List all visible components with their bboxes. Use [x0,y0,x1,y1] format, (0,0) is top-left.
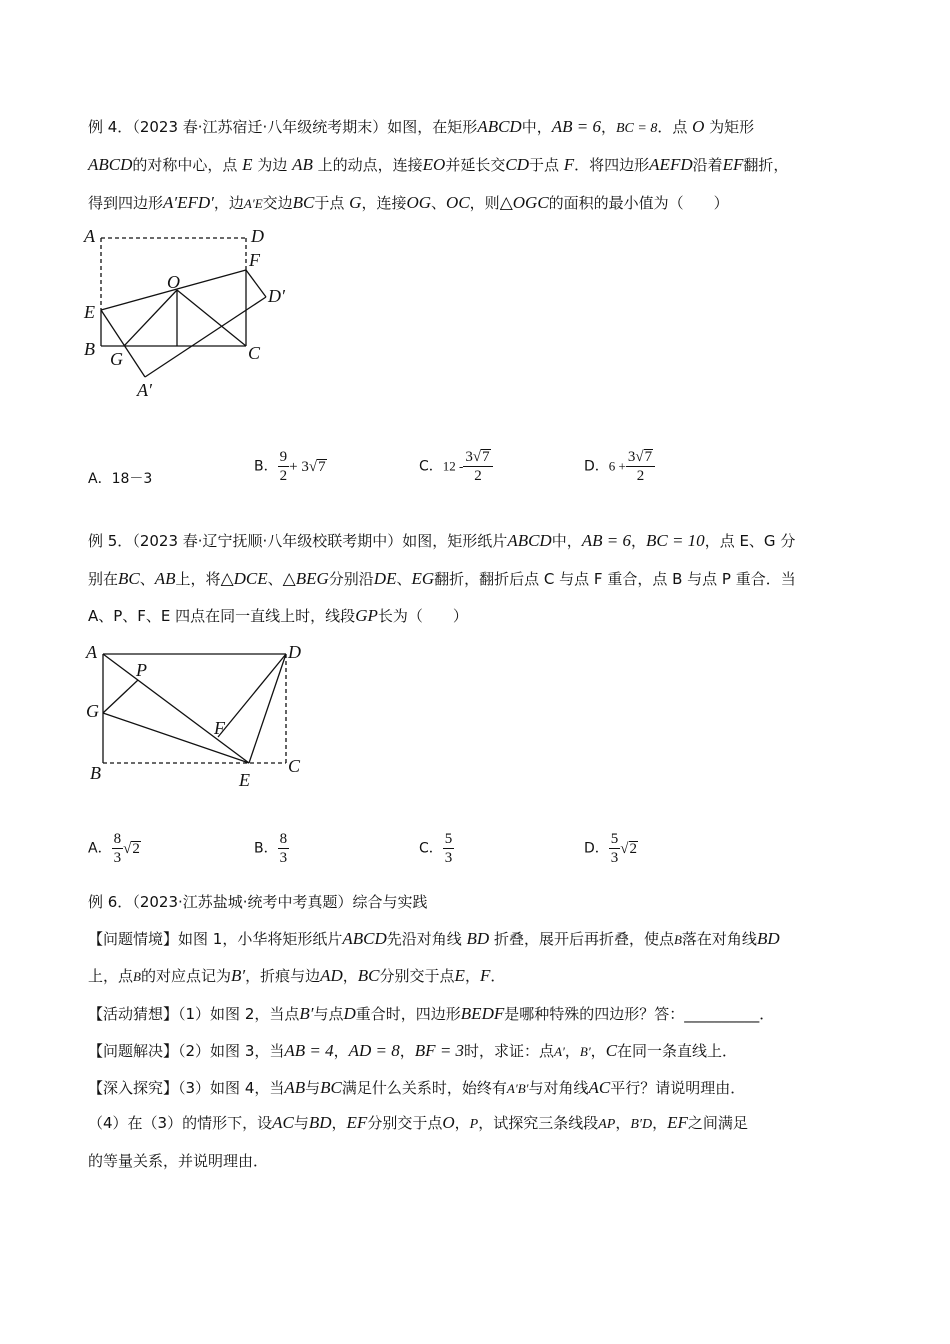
ex4-math: ABCD [88,155,133,174]
ex4-text: 于点 [314,194,350,212]
ex6-text: 与 [305,1079,321,1097]
ex4-text: 为边 [252,156,293,174]
fig-label-d: D [288,642,301,662]
section-tag: 【深入探究】 [88,1079,179,1097]
option-prefix: 12 - [442,458,464,474]
ex4-text: 、 [431,194,447,212]
numerator: 3 [465,449,473,465]
ex5-text: 、 [396,570,412,588]
ex6-text: 先沿对角线 [386,930,467,948]
fig-label-e: E [84,302,95,322]
ex6-math: ABCD [342,929,387,948]
ex6-text: 折叠，展开后再折叠，使点 [489,930,674,948]
ex4-text: 交边 [262,194,293,212]
ex6-text: 满足什么关系时，始终有 [341,1079,507,1097]
ex4-math: E [242,155,253,174]
ex4-text: 的对称中心，点 [132,156,243,174]
fraction: $\frac{3√7}{2}$ [626,448,655,485]
ex5-figure [80,638,310,790]
ex6-math: A′B′ [506,1081,529,1096]
fig-seg-gp [103,680,138,713]
option-label: C． [419,458,443,475]
fraction [443,830,455,867]
ex5-line-3 [88,605,468,627]
fig-label-o: O [167,272,180,292]
ex4-option-b[interactable]: B． $\frac{9}{2}$ + 3√7 [254,449,326,484]
ex5-math: AB [154,569,176,588]
ex6-text: ， [464,967,480,985]
ex4-text: ，则 [469,194,500,212]
ex5-option-b[interactable] [254,830,289,867]
ex6-para-2 [88,1003,774,1025]
ex4-source: （2023 春·江苏宿迁·八年级统考期末） [132,118,388,136]
ex5-source: （2023 春·辽宁抚顺·八年级校联考期中） [132,532,403,550]
ex4-math: OC [446,193,470,212]
ex6-text: ， [564,1042,580,1060]
ex6-text: 如图 1，小华将矩形纸片 [178,930,343,948]
fig-label-g: G [86,701,99,721]
ex5-math: AB = 6 [581,531,631,550]
denominator: 3 [444,850,453,866]
ex5-math: BC [118,569,140,588]
ex4-text: 中， [521,118,552,136]
section-tag: 【问题解决】 [88,1042,179,1060]
denominator: 2 [279,468,288,484]
ex4-text: 的面积的最小值为（ ） [548,194,729,212]
ex4-math: G [349,193,362,212]
fig-edge-fdp [246,270,266,297]
ex6-math: AC [588,1078,611,1097]
ex4-text: ．将四边形 [574,156,650,174]
ex6-text: 落在对角线 [681,930,757,948]
ex6-math: B [133,969,141,984]
ex6-math: B′D [630,1117,653,1132]
ex5-math: EG [411,569,435,588]
fig-fold-ge [103,713,249,763]
ex5-text: 中， [551,532,582,550]
ex6-text: ，折痕与边 [245,967,321,985]
ex6-math: AC [272,1113,294,1132]
option-prefix: 6 + [608,458,626,474]
ex5-math: DE [373,569,397,588]
ex6-text: 的等量关系，并说明理由． [88,1152,269,1170]
ex6-text: （4）在（3）的情形下，设 [88,1114,273,1132]
ex4-line-1 [88,116,754,140]
radicand: 2 [629,840,638,857]
ex4-text: ， [600,118,616,136]
option-label: D． [584,840,609,857]
ex5-text: 如图，矩形纸片 [402,532,508,550]
denominator: 3 [610,850,619,866]
ex4-math: AB = 6 [551,117,601,136]
fig-label-f: F [249,250,260,270]
ex6-math: AP [598,1117,616,1132]
fraction: $\frac{3√7}{2}$ [463,448,492,485]
denominator: 3 [279,850,288,866]
ex6-math: B′ [579,1044,591,1059]
ex4-label: 例 4． [88,118,133,136]
ex6-text: ， [333,1042,349,1060]
ex6-para-3 [88,1040,737,1063]
ex6-text: 分别交于点 [379,967,455,985]
ex6-text: ， [615,1114,631,1132]
ex5-text: 别在 [88,570,119,588]
fig-seg-oc [177,290,246,346]
fig-seg-df [218,654,286,737]
ex6-text: ， [342,967,358,985]
radicand: 7 [318,458,326,475]
ex6-math: P [469,1117,479,1132]
ex6-label: 例 6． [88,893,133,911]
ex4-math: CD [505,155,529,174]
ex6-math: D [343,1004,356,1023]
ex6-math: BEDF [460,1004,505,1023]
ex5-math: ABCD [507,531,552,550]
ex6-text: 与点 [313,1005,344,1023]
fig-label-c: C [288,756,301,776]
ex6-text: ， [399,1042,415,1060]
ex6-text: ， [590,1042,606,1060]
ex5-text: 长为（ ） [377,607,468,625]
ex6-para-1-line-1 [88,928,780,951]
ex4-option-c[interactable] [419,448,493,485]
fraction [112,830,124,867]
ex6-math: B [673,932,682,947]
ex6-text: 分别交于点 [367,1114,443,1132]
option-value: 18－3 [111,471,153,487]
fig-label-b: B [90,763,101,783]
ex6-math: AB [284,1078,306,1097]
ex5-option-a[interactable]: A． $\frac{8}{3}$ √2 [88,831,140,866]
ex4-text: 翻折， [743,156,789,174]
ex6-math: E [454,966,465,985]
ex4-math: AB [292,155,313,174]
fig-label-b: B [84,339,95,359]
ex5-math: △BEG [282,569,329,588]
ex4-math: F [563,155,575,174]
option-label: B． [254,458,278,475]
answer-blank[interactable]: 是哪种特殊的四边形？答：__________． [504,1005,775,1023]
ex4-math: BC [292,193,315,212]
fig-edge-dpap [145,297,266,377]
ex6-text: 上，点 [88,967,134,985]
ex5-option-d[interactable]: D． $\frac{5}{3}$ √2 [584,831,638,866]
ex6-math: EF [667,1113,688,1132]
numerator: 5 [444,831,453,847]
ex6-para-5 [88,1112,748,1136]
ex6-text: 之间满足 [687,1114,748,1132]
ex6-para-6 [88,1150,268,1172]
fraction [278,830,290,867]
ex5-text: 分别沿 [328,570,374,588]
ex4-math: O [692,117,705,136]
numerator: 5 [610,831,619,847]
fig-seg-go [124,290,177,346]
radicand: 2 [132,840,140,857]
ex6-text: ，试探究三条线段 [478,1114,599,1132]
ex6-text: ， [652,1114,668,1132]
ex4-math: A′E [243,196,263,211]
ex4-math: △OGC [499,193,549,212]
ex6-math: C [605,1041,618,1060]
ex5-option-c[interactable] [419,830,454,867]
fig-fold-de [249,654,286,763]
ex6-text: 与对角线 [528,1079,589,1097]
ex5-text: 、 [267,570,283,588]
ex4-math: AEFD [649,155,693,174]
fig-label-p: P [136,660,147,680]
ex6-text: 与 [293,1114,309,1132]
ex6-math: BD [466,929,490,948]
ex5-text: 、 [139,570,155,588]
ex4-text: ，连接 [361,194,407,212]
ex6-text: 的对应点记为 [140,967,231,985]
fig-label-a: A [84,226,95,246]
ex6-source: （2023·江苏盐城·统考中考真题） [132,893,353,911]
ex5-line-2 [88,568,796,590]
ex6-text: 平行？请说明理由． [610,1079,746,1097]
ex6-text: （2）如图 3，当 [178,1042,285,1060]
ex4-text: 沿着 [692,156,723,174]
ex6-text: （1）如图 2，当点 [178,1005,300,1023]
fig-label-a: A [86,642,97,662]
ex6-math: BC [357,966,380,985]
fraction [278,448,290,485]
ex6-text: ， [454,1114,470,1132]
ex6-math: B′ [230,966,246,985]
fig-label-d: D [251,226,264,246]
numerator: 8 [113,831,122,847]
ex4-math: ABCD [477,117,522,136]
ex6-text: ． [490,967,506,985]
ex6-math: BF = 3 [414,1041,465,1060]
ex6-line-1 [88,891,428,913]
ex4-text: 于点 [528,156,564,174]
ex6-math: F [479,966,491,985]
ex4-line-2 [88,154,788,176]
ex4-math: EF [722,155,744,174]
fig-label-g: G [110,349,123,369]
ex5-math: △DCE [220,569,268,588]
ex6-math: AB = 4 [284,1041,334,1060]
ex4-math: EO [422,155,446,174]
ex6-title: 综合与实践 [352,893,428,911]
ex6-text: 时，求证：点 [464,1042,555,1060]
numerator: 3 [627,449,636,465]
radicand: 7 [644,449,653,465]
section-tag: 【活动猜想】 [88,1005,179,1023]
numerator: 9 [279,449,288,465]
ex4-option-a[interactable] [88,469,152,489]
ex4-option-d[interactable] [584,448,655,485]
fraction [609,830,621,867]
denominator: 2 [636,468,645,484]
section-tag: 【问题情境】 [88,930,179,948]
option-label: D． [584,458,609,475]
ex6-math: AD [320,966,343,985]
radicand: 7 [482,449,490,465]
ex4-text: 得到四边形 [88,194,164,212]
ex5-text: ， [630,532,646,550]
option-label: A． [88,471,112,487]
ex6-text: （3）如图 4，当 [178,1079,285,1097]
ex4-line-3 [88,192,729,215]
ex4-text: ，边 [213,194,244,212]
ex5-label: 例 5． [88,532,133,550]
fig-label-ap: A′ [137,380,152,400]
ex4-figure [80,222,300,404]
ex6-math: B′ [299,1004,314,1023]
ex4-math: OG [406,193,432,212]
denominator: 2 [474,468,482,484]
ex5-text: 翻折，翻折后点 C 与点 F 重合，点 B 与点 P 重合．当 [434,570,796,588]
ex6-math: A′ [554,1044,565,1059]
fig-label-f: F [214,718,225,738]
ex4-math: BC = 8 [615,121,658,136]
fig-label-c: C [248,343,261,363]
fig-edge-eap [101,310,145,377]
ex6-text: ， [331,1114,347,1132]
ex4-text: 如图，在矩形 [387,118,478,136]
ex6-para-4 [88,1077,745,1100]
fig-label-e: E [239,770,250,790]
ex6-math: AD = 8 [348,1041,400,1060]
ex6-text: 在同一条直线上． [617,1042,738,1060]
ex4-text: 并延长交 [445,156,506,174]
ex6-math: O [442,1113,455,1132]
option-label: B． [254,840,278,857]
fig-line-ae [103,654,249,763]
option-label: A． [88,840,112,857]
fig-label-dp: D′ [268,286,285,306]
ex5-text: 上，将 [175,570,221,588]
ex5-text: ，点 E、G 分 [704,532,796,550]
denominator: 3 [113,850,122,866]
ex5-text: A、P、F、E 四点在同一直线上时，线段 [88,607,356,625]
option-label: C． [419,840,443,857]
ex5-math: GP [355,606,378,625]
ex4-text: 上的动点，连接 [312,156,423,174]
numerator: 8 [279,831,288,847]
option-rest: + 3 [289,458,309,475]
ex6-math: BC [320,1078,342,1097]
ex4-text: ．点 [657,118,693,136]
ex6-para-1-line-2 [88,965,505,988]
ex4-text: 为矩形 [704,118,755,136]
ex5-line-1 [88,530,795,552]
ex4-math: A′EFD′ [163,193,214,212]
ex6-math: EF [346,1113,368,1132]
ex6-math: BD [308,1113,332,1132]
ex6-text: 重合时，四边形 [355,1005,461,1023]
ex5-math: BC = 10 [645,531,705,550]
ex6-math: BD [756,929,780,948]
